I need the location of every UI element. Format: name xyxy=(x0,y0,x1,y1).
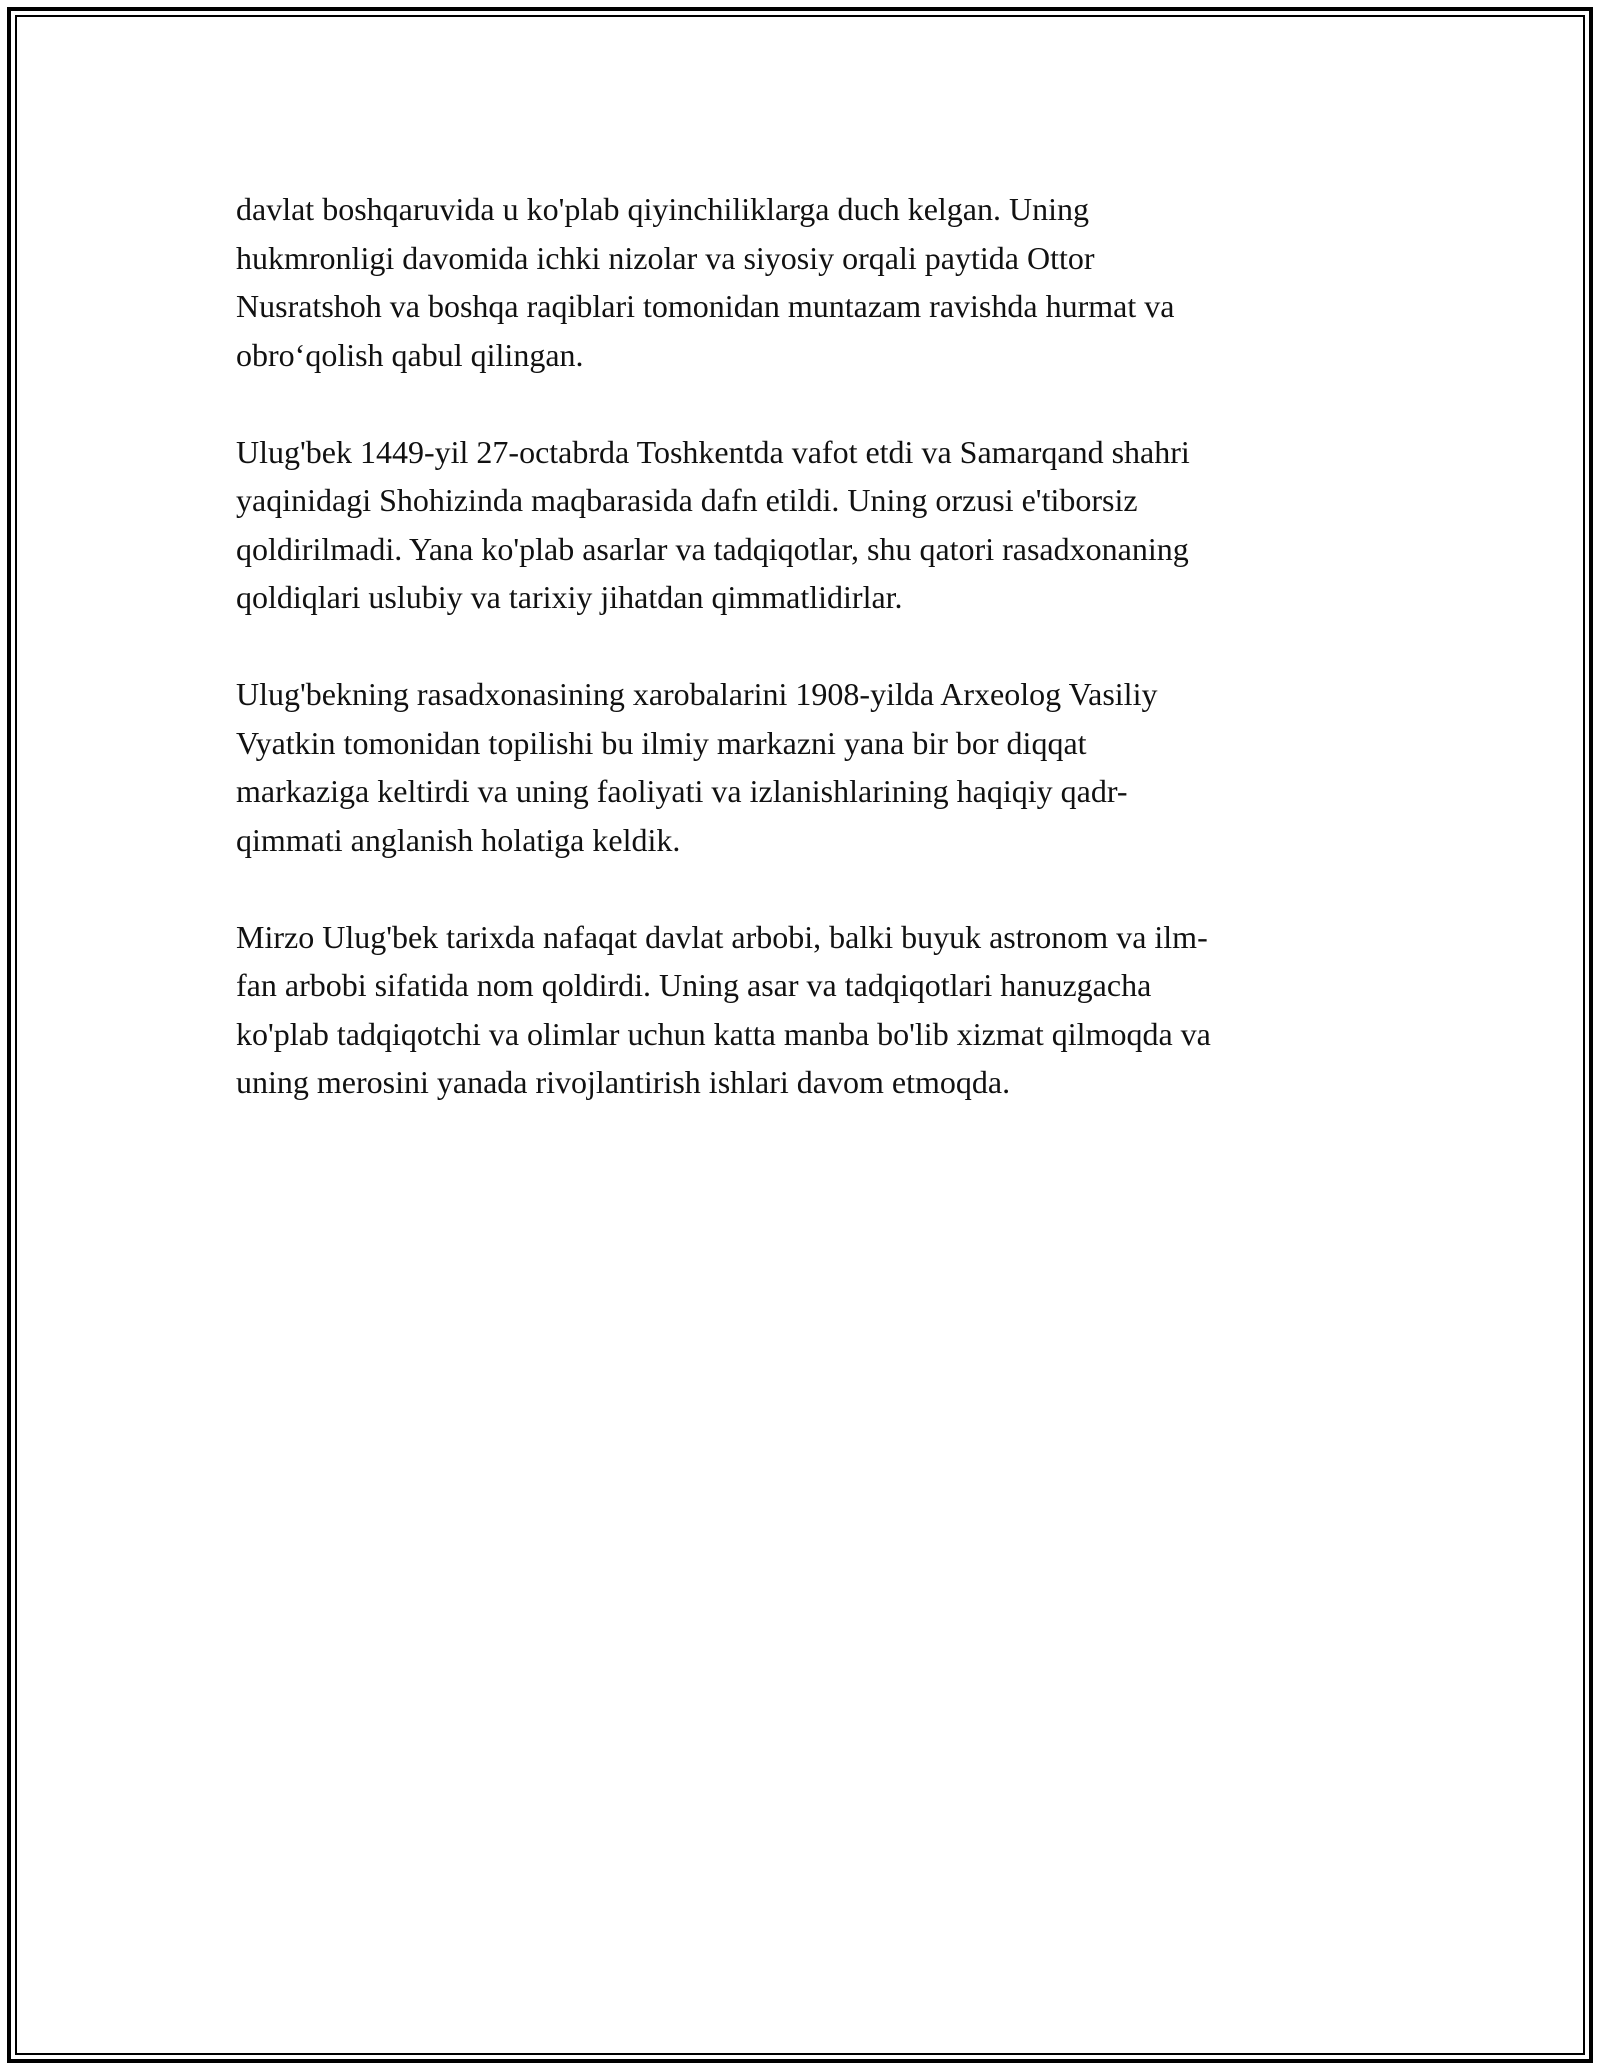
paragraph-1: davlat boshqaruvida u ko'plab qiyinchiliklarga duch kelgan. Uning hukmronligi davomida ichki nizolar va siyosiy orqali paytida Ottor Nusratshoh va boshqa raqiblari tomonidan muntazam ravishda hurmat va obro‘qolish qabul qilingan. xyxy=(236,191,1175,373)
paragraph-3: Ulug'bekning rasadxonasining xarobalarini 1908-yilda Arxeolog Vasiliy Vyatkin tomonidan topilishi bu ilmiy markazni yana bir bor diqqat markaziga keltirdi va uning faoliyati va izlanishlarining haqiqiy qadr- qimmati anglanish holatiga keldik. xyxy=(236,676,1158,858)
document-body xyxy=(236,185,1366,1155)
paragraph-2: Ulug'bek 1449-yil 27-octabrda Toshkentda vafot etdi va Samarqand shahri yaqinidagi Shohizinda maqbarasida dafn etildi. Uning orzusi e'tiborsiz qoldirilmadi. Yana ko'plab asarlar va tadqiqotlar, shu qatori rasadxonaning qoldiqlari uslubiy va tarixiy jihatdan qimmatlidirlar. xyxy=(236,433,1190,615)
paragraph-4: Mirzo Ulug'bek tarixda nafaqat davlat arbobi, balki buyuk astronom va ilm- fan arbobi sifatida nom qoldirdi. Uning asar va tadqiqotlari hanuzgacha ko'plab tadqiqotchi va olimlar uchun katta manba bo'lib xizmat qilmoqda va uning merosini yanada rivojlantirish ishlari davom etmoqda. xyxy=(236,918,1211,1100)
